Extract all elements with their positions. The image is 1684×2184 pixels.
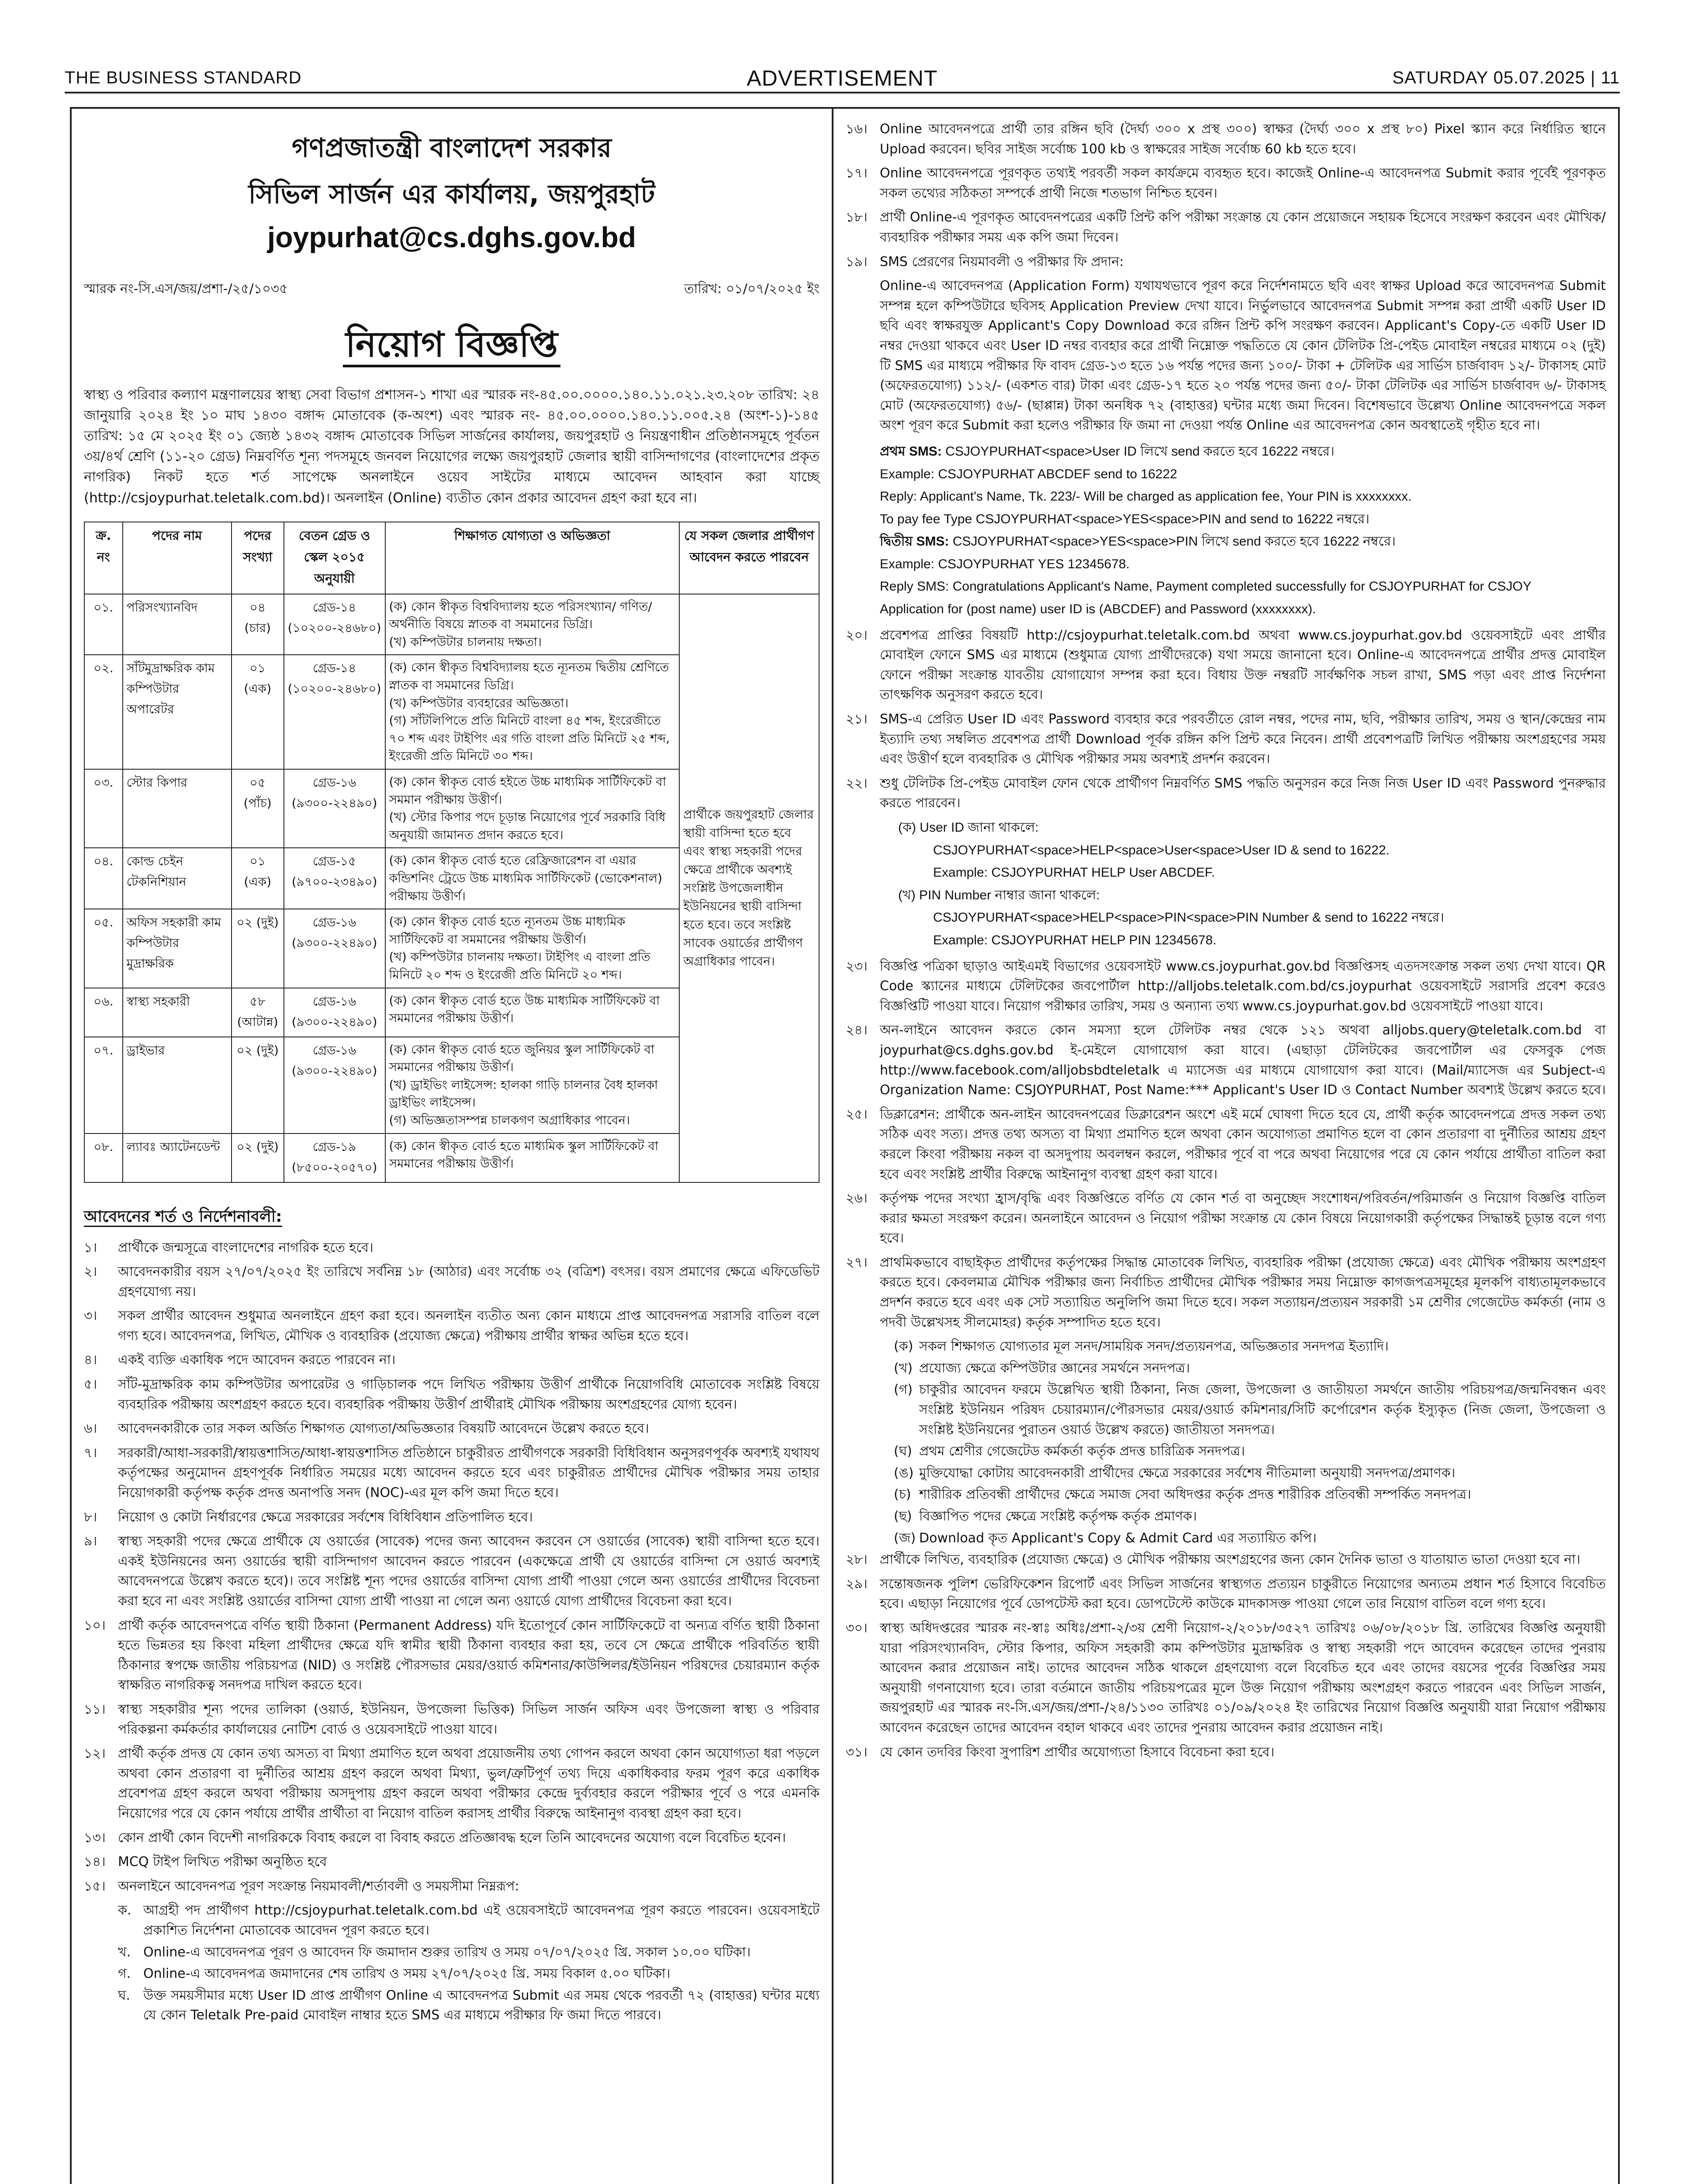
document-item-text: বিজ্ঞাপিত পদের ক্ষেত্রে সংশ্লিষ্ট কর্তৃপক্ষ কর্তৃক প্রমাণক।: [919, 1509, 1197, 1524]
condition-item-number: ১।: [84, 1240, 97, 1255]
rule-item-number: ২৩।: [846, 958, 868, 974]
rule-item-text: শুধু টেলিটক প্রি-পেইড মোবাইল ফোন থেকে প্রার্থীগণ নিম্নবর্ণিত SMS পদ্ধতি অনুসরন করে নিজ নিজ User ID এবং Password পুনরুদ্ধার করতে পারবেন।: [880, 775, 1606, 811]
online-rule-item: [118, 1901, 820, 1940]
intro-paragraph: স্বাস্থ্য ও পরিবার কল্যাণ মন্ত্রণালয়ের স্বাস্থ্য সেবা বিভাগ প্রশাসন-১ শাখা এর স্মারক নং-৪৫.০০.০০০০.১৪০.১১.০২১.২৩.২০৮ তারিখ: ২৪ জানুয়ারি ২০২৪ ইং ১০ মাঘ ১৪৩০ বঙ্গাব্দ মোতাবেক (ক-অংশ) এবং স্মারক নং- ৪৫.০০.০০০০.১৪০.১১.০০৫.২৪ (অংশ-১)-১৪৫ তারিখ: ১৫ মে ২০২৫ ইং ০১ জ্যেষ্ঠ ১৪৩২ বঙ্গাব্দ মোতাবেক সিভিল সার্জনের কার্যালয়, জয়পুরহাট ও নিয়ন্ত্রণাধীন প্রতিষ্ঠানসমূহে পূর্বতন ৩য়/৪র্থ শ্রেণি (১১-২০ গ্রেড) নিম্নবর্ণিত শূন্য পদসমূহে জনবল নিয়োগের লক্ষ্যে জয়পুরহাট জেলার স্থায়ী বাসিন্দাগণের (বাংলাদেশের প্রকৃত নাগরিক) নিকট হতে শর্ত সাপেক্ষে অনলাইনে ওয়েব সাইটের মাধ্যমে আবেদন আহবান করা যাচ্ছে (http://csjoypurhat.teletalk.com.bd)। অনলাইন (Online) ব্যতীত কোন প্রকার আবেদন গ্রহণ করা হবে না।: [84, 387, 820, 506]
condition-item-text: আবেদনকারীর বয়স ২৭/০৭/২০২৫ ইং তারিখে সর্বনিম্ন ১৮ (আঠার) এবং সর্বোচ্চ ৩২ (বত্রিশ) বৎসর। বয়স প্রমাণের ক্ষেত্রে এফিডেভিট গ্রহণযোগ্য নয়।: [118, 1264, 820, 1299]
document-item: [894, 1507, 1606, 1527]
rule-item: [846, 709, 1606, 769]
cell-name: ল্যাবঃ অ্যাটেনডেন্ট: [123, 1133, 232, 1182]
document-item-number: (চ): [894, 1487, 911, 1503]
cell-name: স্বাস্থ্য সহকারী: [123, 988, 232, 1037]
condition-item-text: নিয়োগ ও কোটা নির্ধারণের ক্ষেত্রে সরকারের সর্বশেষ বিধিবিধান প্রতিপালিত হবে।: [118, 1509, 533, 1525]
online-rule-item-number: গ.: [118, 1966, 131, 1982]
rule-item: [846, 1618, 1606, 1738]
cell-no: ০৭.: [84, 1037, 123, 1133]
office-email: joypurhat@cs.dghs.gov.bd: [267, 221, 636, 253]
cell-count: ০১ (এক): [232, 848, 284, 909]
left-column: [72, 109, 833, 2184]
govt-name: গণপ্রজাতন্ত্রী বাংলাদেশ সরকার: [292, 133, 612, 163]
condition-item-number: ১১।: [84, 1701, 106, 1717]
document-item: [894, 1337, 1606, 1357]
cell-name: সাঁটমুদ্রাক্ষরিক কাম কম্পিউটার অপারেটর: [123, 655, 232, 769]
rule-item: [846, 774, 1606, 813]
rule-item-text: Online আবেদনপত্রে পূরণকৃত তথ্যই পরবর্তী সকল কার্যক্রমে ব্যবহৃত হবে। কাজেই Online-এ আবেদনপত্র Submit করার পূর্বেই পূরণকৃত সকল তথ্যের সঠিকতা সম্পর্কে প্রার্থী নিজে শতভাগ নিশ্চিত হবেন।: [880, 166, 1606, 201]
rule-item-number: ২৪।: [846, 1023, 868, 1038]
newspaper-header: [65, 66, 1620, 93]
condition-item: [84, 1828, 820, 1848]
online-rule-item-text: উক্ত সময়সীমার মধ্যে User ID প্রাপ্ত প্রার্থীগণ Online এ আবেদনপত্র Submit এর সময় থেকে পরবর্তী ৭২ (বাহাত্তর) ঘন্টার মধ্যে যে কোন Teletalk Pre-paid মোবাইল নাম্বার হতে SMS এর মাধ্যমে পরীক্ষার ফি জমা দিতে পারবে।: [143, 1987, 820, 2023]
qualification-line: (ক) কোন স্বীকৃত বিশ্ববিদ্যালয় হতে পরিসংখ্যান/ গণিত/ অর্থনীতি বিষয়ে স্নাতক বা সমমানের ডিগ্রি।: [389, 599, 652, 632]
cell-qualification: [385, 594, 680, 655]
condition-item-number: ৮।: [84, 1509, 97, 1525]
sms-example-1: Example: CSJOYPURHAT ABCDEF send to 16222: [880, 467, 1177, 481]
qualification-line: (ক) কোন স্বীকৃত বিশ্ববিদ্যালয় হতে ন্যূনতম দ্বিতীয় শ্রেণিতে স্নাতক বা সমমানের ডিগ্রি।: [389, 660, 669, 693]
document-item: [894, 1485, 1606, 1505]
cell-no: ০১.: [84, 594, 123, 655]
cell-qualification: [385, 909, 680, 988]
rule-item: [846, 1253, 1606, 1332]
rule-item-text: প্রার্থী Online-এ পূরণকৃত আবেদনপত্রের একটি প্রিন্ট কপি পরীক্ষা সংক্রান্ত যে কোন প্রয়োজনে সহায়ক হিসেবে সংরক্ষণ করবেন এবং মৌখিক/ব্যবহারিক পরীক্ষার সময় এক কপি জমা দিবেন।: [880, 210, 1606, 245]
cell-name: স্টোর কিপার: [123, 769, 232, 848]
memo-line: [84, 278, 820, 304]
cell-grade: গ্রেড-১৬ (৯৩০০-২২৪৯০): [284, 1037, 385, 1133]
condition-item: [84, 1306, 820, 1346]
rule-item-text: প্রার্থীকে লিখিত, ব্যবহারিক (প্রযোজ্য ক্ষেত্রে) ও মৌখিক পরীক্ষায় অংশগ্রহণের জন্য কোন দৈনিক ভাতা ও যাতায়াত ভাতা দেওয়া হবে না।: [880, 1552, 1580, 1568]
cell-qualification: [385, 655, 680, 769]
recover-b-label: (খ) PIN Number নাম্বার জানা থাকলে:: [898, 888, 1100, 902]
condition-item: [84, 1238, 820, 1258]
rule-item-number: ২৭।: [846, 1254, 868, 1270]
condition-item-text: একই ব্যক্তি একাধিক পদে আবেদন করতে পারবেন না।: [118, 1352, 396, 1368]
condition-item-text: সরকারী/আধা-সরকারী/স্বায়ত্তশাসিত/আধা-স্বায়ত্তশাসিত প্রতিষ্ঠানে চাকুরীরত প্রার্থীগণকে সরকারী বিধিবিধান অনুসরণপূর্বক অবশ্যই যথাযথ কর্তৃপক্ষের অনুমোদন গ্রহণপূর্বক নির্ধারিত সময়ের মধ্যে আবেদন করতে হবে এবং চাকুরীরত প্রার্থীদের মৌখিক পরীক্ষার সময় তাহার নিয়োগকারী কর্তৃপক্ষ কর্তৃক প্রদত্ত অনাপত্তি সনদ (NOC)-এর মূল কপি জমা দিতে হবে।: [118, 1445, 820, 1501]
condition-item-number: ৪।: [84, 1352, 97, 1368]
condition-item-number: ৯।: [84, 1534, 97, 1549]
col-post-count: পদের সংখ্যা: [232, 522, 284, 594]
rule-item-text: অন-লাইনে আবেদন করতে কোন সমস্যা হলে টেলিটক নম্বর থেকে ১২১ অথবা alljobs.query@teletalk.com.bd বা joypurhat@cs.dghs.gov.bd ই-মেইলে যোগাযোগ করা যাবে। (এছাড়া টেলিটকের জবপোর্টাল এর ফেসবুক পেজ http://www.facebook.com/alljobsbdteletalk এ ম্যাসেজ এর মাধ্যমে যোগাযোগ করা যাবে। (Mail/ম্যাসেজ এর Subject-এ Organization Name: CSJOYPURHAT, Post Name:*** Applicant's User ID ও Contact Number অবশ্যই উল্লেখ করতে হবে।: [880, 1023, 1606, 1098]
rule-item-text: প্রবেশপত্র প্রাপ্তির বিষয়টি http://csjoypurhat.teletalk.com.bd অথবা www.cs.joypurhat.gov.bd ওয়েবসাইটে এবং প্রার্থীর মোবাইল ফোনে SMS এর মাধ্যমে (শুধুমাত্র যোগ্য প্রার্থীদেরকে) যথা সময়ে জানানো হবে। Online-এ আবেদনপত্রে প্রার্থীর প্রদত্ত মোবাইল ফোনে পরীক্ষা সংক্রান্ত যাবতীয় যোগাযোগ সম্পন্ন করা হবে। বিধায় উক্ত নম্বরটি সার্বক্ষণিক সচল রাখা, SMS পড়া এবং প্রাপ্ত নির্দেশনা তাৎক্ষণিক অনুসরণ করতে হবে।: [880, 627, 1606, 703]
condition-item-text: সাঁট-মুদ্রাক্ষরিক কাম কম্পিউটার অপারেটর ও গাড়িচালক পদে লিখিত পরীক্ষায় উত্তীর্ণ প্রার্থীকে নিয়োগবিধি মোতাবেক সংশ্লিষ্ট বিষয়ে ব্যবহারিক পরীক্ষায় অংশগ্রহণ করতে হবে। ব্যবহারিক পরীক্ষায় উত্তীর্ণ প্রার্থীরাই মৌখিক পরীক্ষায় অংশগ্রহণের যোগ্য হবেন।: [118, 1377, 820, 1412]
condition-item-text: কোন প্রার্থী কোন বিদেশী নাগরিককে বিবাহ করলে বা বিবাহ করতে প্রতিজ্ঞাবদ্ধ হলে তিনি আবেদনের অযোগ্য বলে বিবেচিত হবেন।: [118, 1830, 786, 1845]
cell-no: ০৫.: [84, 909, 123, 988]
rules-list-d: [846, 1550, 1606, 1762]
sms-reply-2: Reply SMS: Congratulations Applicant's Name, Payment completed successfully for CSJOYPURHAT for CSJOY: [880, 579, 1532, 594]
rule-item: [846, 119, 1606, 159]
rule-item: [846, 1020, 1606, 1100]
condition-item: [84, 1375, 820, 1414]
memo-date: তারিখ: ০১/০৭/২০২৫ ইং: [684, 281, 820, 297]
condition-item: [84, 1262, 820, 1302]
document-item: [894, 1528, 1606, 1548]
document-item-number: (ঙ): [894, 1465, 914, 1481]
col-eligible-districts: যে সকল জেলার প্রার্থীগণ আবেদন করতে পারবেন: [679, 522, 819, 594]
document-item-text: চাকুরীর আবেদন ফরমে উল্লেখিত স্থায়ী ঠিকানা, নিজ জেলা, উপজেলা ও জাতীয়তা সমর্থনে জাতীয় পরিচয়পত্র/জন্মনিবন্ধন এবং সংশ্লিষ্ট ইউনিয়ন পরিষদ চেয়ারম্যান/পৌরসভার মেয়র/ওয়ার্ড কমিশনার/সিটি কর্পোরেশন কর্তৃক ইস্যুকৃত (নিজ জেলা, উপজেলা ও সংশ্লিষ্ট ইউনিয়নের পুরাতন ওয়ার্ড উল্লেখ করতে) জাতীয়তা সনদপত্র।: [919, 1382, 1606, 1438]
document-item: [894, 1358, 1606, 1379]
rule-item-number: ২৯।: [846, 1576, 868, 1592]
cell-qualification: [385, 1133, 680, 1182]
cell-grade: গ্রেড-১৬ (৯৩০০-২২৪৯০): [284, 909, 385, 988]
cell-name: ড্রাইভার: [123, 1037, 232, 1133]
cell-no: ০২.: [84, 655, 123, 769]
qualification-line: (খ) কম্পিউটার ব্যবহারের অভিজ্ঞতা।: [389, 695, 569, 710]
cell-count: ০২ (দুই): [232, 1133, 284, 1182]
rule-item-number: ১৭।: [846, 166, 868, 181]
rule-item: [846, 1742, 1606, 1762]
document-item-number: (গ): [894, 1382, 913, 1398]
rule-item-number: ১৮।: [846, 210, 868, 225]
sms-pay: To pay fee Type CSJOYPURHAT<space>YES<space>PIN and send to 16222 নম্বরে।: [880, 511, 1370, 526]
condition-item-number: ১২।: [84, 1746, 106, 1762]
first-sms: প্রথম SMS: CSJOYPURHAT<space>User ID লিখে send করতে হবে 16222 নম্বরে।: [880, 444, 1335, 459]
rule-item-text: Online আবেদনপত্রে প্রার্থী তার রঙ্গিন ছবি (দৈর্ঘ্য ৩০০ x প্রস্থ ৩০০) স্বাক্ষর (দৈর্ঘ্য ৩০০ x প্রস্থ ৮০) Pixel স্ক্যান করে নির্ধারিত স্থানে Upload করবেন। ছবির সাইজ সর্বোচ্চ 100 kb ও স্বাক্ষরের সাইজ সর্বোচ্চ 60 kb হতে হবে।: [880, 121, 1606, 157]
condition-item-text: প্রার্থী কর্তৃক আবেদনপত্রে বর্ণিত স্থায়ী ঠিকানা (Permanent Address) যদি ইতোপূর্বে কোন সার্টিফিকেটে বা অন্যত্র বর্ণিত স্থায়ী ঠিকানা হতে ভিন্নতর হয় কিংবা মহিলা প্রার্থীদের ক্ষেত্রে যদি স্বামীর স্থায়ী ঠিকানা ব্যবহার করা হয়, তবে সে ক্ষেত্রে প্রার্থীকে পরিবর্তিত স্থায়ী ঠিকানার স্বপক্ষে জাতীয় পরিচয়পত্র (NID) ও সংশ্লিষ্ট পৌরসভার মেয়র/ওয়ার্ড কমিশনার/কাউন্সিলর/ইউনিয়ন পরিষদের চেয়ারম্যান কর্তৃক স্বাক্ষরিত নাগরিকত্ব সনদপত্র দাখিল করতে হবে।: [118, 1617, 820, 1693]
document-item-text: প্রথম শ্রেণীর গেজেটেড কর্মকর্তা কর্তৃক প্রদত্ত চারিত্রিক সনদপত্র।: [919, 1444, 1245, 1459]
recover-b-1: CSJOYPURHAT<space>HELP<space>PIN<space>PIN Number & send to 16222 নম্বরে।: [933, 910, 1444, 925]
rule-item: [846, 1105, 1606, 1184]
sms-reply-1: Reply: Applicant's Name, Tk. 223/- Will be charged as application fee, Your PIN is xxxxxxxx.: [880, 489, 1412, 504]
condition-item-number: ৬।: [84, 1421, 97, 1437]
rule-item-text: কর্তৃপক্ষ পদের সংখ্যা হ্রাস/বৃদ্ধি এবং বিজ্ঞপ্তিতে বর্ণিত যে কোন শর্ত বা অনুচ্ছেদ সংশোধন/পরিবর্তন/পরিমার্জন ও নিয়োগ বিজ্ঞপ্তি বাতিল করার ক্ষমতা সংরক্ষণ করেন। অনলাইনে আবেদন ও নিয়োগ পরীক্ষা সংক্রান্ত যে কোন বিষয়ে নিয়োগকারী কর্তৃপক্ষের সিদ্ধান্তই চূড়ান্ত বলে গণ্য হবে।: [880, 1191, 1606, 1246]
document-item-number: (জ): [894, 1530, 916, 1546]
rule-item-number: ১৬।: [846, 121, 868, 137]
condition-item: [84, 1350, 820, 1370]
newspaper-name: THE BUSINESS STANDARD: [65, 68, 302, 87]
rule-item: [846, 1550, 1606, 1570]
document-item: [894, 1441, 1606, 1462]
rules-list-b: [846, 625, 1606, 813]
rule-item-number: ২৫।: [846, 1106, 868, 1122]
recover-a-2: Example: CSJOYPURHAT HELP User ABCDEF.: [933, 865, 1215, 880]
condition-item-number: ৫।: [84, 1377, 97, 1393]
rule-item-number: ২০।: [846, 627, 868, 643]
qualification-line: (ক) কোন স্বীকৃত বোর্ড হতে ন্যূনতম উচ্চ মাধ্যমিক সার্টিফিকেট বা সমমানের পরীক্ষায় উত্তীর্ণ।: [389, 914, 626, 947]
condition-item-text: অনলাইনে আবেদনপত্র পূরণ সংক্রান্ত নিয়মাবলী/শর্তাবলী ও সময়সীমা নিম্নরূপ:: [118, 1878, 519, 1894]
condition-item-number: ১০।: [84, 1617, 106, 1633]
qualification-line: (খ) ড্রাইভিং লাইসেন্স: হালকা গাড়ি চালনার বৈধ হালকা ড্রাইভিং লাইসেন্স।: [389, 1077, 658, 1110]
recover-a-1: CSJOYPURHAT<space>HELP<space>User<space>User ID & send to 16222.: [933, 843, 1390, 857]
documents-list: [894, 1337, 1606, 1548]
cell-qualification: [385, 988, 680, 1037]
condition-item-number: ৩।: [84, 1308, 97, 1324]
document-item-number: (ক): [894, 1339, 913, 1355]
posts-table: [84, 522, 820, 1183]
condition-item-number: ১৩।: [84, 1830, 106, 1845]
rule-item-text: স্বাস্থ্য অধিদপ্তরের স্মারক নং-স্বাঃ অধিঃ/প্রশা-২/৩য় শ্রেণী নিয়োগ-২/২০১৮/৩৫২৭ তারিখঃ ০৬/০৮/২০১৮ খ্রি. তারিখের বিজ্ঞপ্তি অনুযায়ী যারা পরিসংখ্যানবিদ, স্টোর কিপার, অফিস সহকারী কাম কম্পিউটার মুদ্রাক্ষরিক ও স্বাস্থ্য সহকারী পদে আবেদন করেছেন তাদের পুনরায় আবেদন করার প্রয়োজন নাই। তাদের আবেদন সঠিক থাকলে গ্রহণযোগ্য বলে বিবেচিত হবে এবং তাদের বয়সের পূর্বের বিজ্ঞপ্তির সময় অনুযায়ী গণনাযোগ্য হবে। তারা বর্তমানে জাতীয় পরিচয়পত্রের মূলে উক্ত নিয়োগ পরীক্ষায় অংশগ্রহণ করতে পারবেন এবং সিভিল সার্জন, জয়পুরহাট এর স্মারক নং-সি.এস/জয়/প্রশা-/২৪/১১৩০ তারিখঃ ০১/০৯/২০২৪ ইং তারিখের নিয়োগ বিজ্ঞপ্তি অনুযায়ী যারা নিয়োগ পরীক্ষায় আবেদন করেছেন তাদের আবেদন বহাল থাকবে এবং তাদের পুনরায় আবেদন করার প্রয়োজন নাই।: [880, 1620, 1606, 1735]
cell-no: ০৮.: [84, 1133, 123, 1182]
condition-item-number: ৭।: [84, 1445, 97, 1461]
rule-item-number: ২২।: [846, 775, 868, 791]
rule-item: [846, 1574, 1606, 1614]
rule-item-number: ১৯।: [846, 254, 868, 270]
qualification-line: (ক) কোন স্বীকৃত বোর্ড হতে জুনিয়র স্কুল সার্টিফিকেট বা সমমানের পরীক্ষায় উত্তীর্ণ।: [389, 1042, 655, 1075]
table-row: [84, 594, 819, 655]
col-serial: ক্র. নং: [84, 522, 123, 594]
condition-item-number: ১৪।: [84, 1854, 106, 1870]
condition-item-text: প্রার্থীকে জন্মসূত্রে বাংলাদেশের নাগরিক হতে হবে।: [118, 1240, 373, 1255]
cell-qualification: [385, 769, 680, 848]
col-qualification: শিক্ষাগত যোগ্যতা ও অভিজ্ঞতা: [385, 522, 680, 594]
condition-item-number: ২।: [84, 1264, 97, 1280]
rule-item: [846, 163, 1606, 203]
rule-item-number: ৩০।: [846, 1620, 868, 1636]
table-header-row: [84, 522, 819, 594]
qualification-line: (ক) কোন স্বীকৃত বোর্ড হতে রেফ্রিজারেশন বা এয়ার কন্ডিশনিং ট্রেডে উচ্চ মাধ্যমিক সার্টিফিকেট (ভোকেশনাল) পরীক্ষায় উত্তীর্ণ।: [389, 853, 663, 903]
cell-grade: গ্রেড-১৫ (৯৭০০-২৩৪৯০): [284, 848, 385, 909]
cell-grade: গ্রেড-১৯ (৮৫০০-২০৫৭০): [284, 1133, 385, 1182]
online-rules-list: [118, 1901, 820, 2025]
recover-b-2: Example: CSJOYPURHAT HELP PIN 12345678.: [933, 933, 1217, 947]
second-sms: দ্বিতীয় SMS: CSJOYPURHAT<space>YES<space>PIN লিখে send করতে হবে 16222 নম্বরে।: [880, 534, 1396, 549]
document-item-text: শারীরিক প্রতিবন্ধী প্রার্থীদের ক্ষেত্রে সমাজ সেবা অধিদপ্তর কর্তৃক প্রদত্ত শারীরিক প্রতিবন্ধী সম্পর্কিত সনদপত্র।: [919, 1487, 1471, 1503]
online-rule-item-number: ঘ.: [118, 1987, 131, 2003]
document-item-text: Download কৃত Applicant's Copy & Admit Card এর সত্যায়িত কপি।: [919, 1530, 1317, 1546]
condition-item: [84, 1419, 820, 1439]
condition-item: [84, 1443, 820, 1503]
cell-no: ০৪.: [84, 848, 123, 909]
cell-name: পরিসংখ্যানবিদ: [123, 594, 232, 655]
condition-item-text: MCQ টাইপ লিখিত পরীক্ষা অনুষ্ঠিত হবে: [118, 1854, 327, 1870]
sms-example-2: Example: CSJOYPURHAT YES 12345678.: [880, 556, 1130, 571]
cell-no: ০৩.: [84, 769, 123, 848]
rule-item: [846, 625, 1606, 705]
condition-item: [84, 1852, 820, 1872]
document-item: [894, 1380, 1606, 1440]
rule-item-number: ২৬।: [846, 1191, 868, 1206]
sms-paragraph: Online-এ আবেদনপত্র (Application Form) যথাযথভাবে পূরণ করে নির্দেশনামতে ছবি এবং স্বাক্ষর Upload করে আবেদনপত্র Submit সম্পন্ন হলে কম্পিউটারে ছবিসহ Application Preview দেখা যাবে। নির্ভুলভাবে আবেদনপত্র Submit সম্পন্ন করা প্রার্থী একটি User ID ছবি এবং স্বাক্ষরযুক্ত Applicant's Copy Download করে রঙ্গিন প্রিন্ট কপি সংরক্ষণ করবেন। Applicant's Copy-তে একটি User ID নম্বর দেওয়া থাকবে এবং User ID নম্বর ব্যবহার করে প্রার্থী নিম্নোক্ত পদ্ধতিতে যে কোন টেলিটক প্রি-পেইড মোবাইল নম্বরের মাধ্যমে ০২ (দুই) টি SMS এর মাধ্যমে পরীক্ষার ফি বাবদ গ্রেড-১৩ হতে ১৬ পর্যন্ত পদের জন্য ১০০/- টাকা + টেলিটক এর সার্ভিস চার্জবাবদ ১২/- টাকাসহ মোট (অফেরতযোগ্য) ১১২/- (একশত বার) টাকা এবং গ্রেড-১৭ হতে ২০ পর্যন্ত পদের জন্য ৫০/- টাকা টেলিটক এর সার্ভিস চার্জবাবদ ৬/- টাকাসহ মোট (অফেরতযোগ্য) ৫৬/- (ছাপ্পান্ন) টাকা অনধিক ৭২ (বাহাত্তর) ঘন্টার মধ্যে জমা দিবেন। বিশেষভাবে উল্লেখ্য Online আবেদনপত্রে সকল অংশ পূরণ করে Submit করা হলেও পরীক্ষার ফি জমা না দেওয়া পর্যন্ত Online এর আবেদনপত্র কোন অবস্থাতেই গৃহীত হবে না।: [880, 278, 1606, 433]
notice-title: নিয়োগ বিজ্ঞপ্তি: [84, 318, 820, 376]
online-rule-item: [118, 1964, 820, 1984]
rule-item: [846, 207, 1606, 247]
rule-item-text: প্রাথমিকভাবে বাছাইকৃত প্রার্থীদের কর্তৃপক্ষের সিদ্ধান্ত মোতাবেক লিখিত, ব্যবহারিক পরীক্ষা (প্রযোজ্য ক্ষেত্রে) এবং মৌখিক পরীক্ষায় অংশগ্রহণ করতে হবে। কেবলমাত্র মৌখিক পরীক্ষার জন্য নির্বাচিত প্রার্থীদের মৌখিক পরীক্ষার সময় নিম্নোক্ত কাগজপত্রসমূহের মূলকপি বাধ্যতামূলকভাবে প্রদর্শন করতে হবে এবং এক সেট সত্যায়িত অনুলিপি জমা দিতে হবে। সকল সত্যায়ন/প্রত্যয়ন সরকারী ১ম শ্রেণীর গেজেটেড কর্মকর্তা (নাম ও পদবী উল্লেখসহ সীলমোহর) কর্তৃক সম্পাদিত হতে হবে।: [880, 1254, 1606, 1330]
rule-item-text: যে কোন তদবির কিংবা সুপারিশ প্রার্থীর অযোগ্যতা হিসাবে বিবেচনা করা হবে।: [880, 1744, 1275, 1760]
organization-block: [84, 128, 820, 254]
rule-item-number: ২৮।: [846, 1552, 868, 1568]
document-item-number: (ঘ): [894, 1444, 912, 1459]
cell-count: ০২ (দুই): [232, 909, 284, 988]
right-column: [833, 109, 1618, 2184]
condition-item: [84, 1531, 820, 1611]
cell-name: কোল্ড চেইন টেকনিশিয়ান: [123, 848, 232, 909]
cell-count: ০২ (দুই): [232, 1037, 284, 1133]
cell-qualification: [385, 1037, 680, 1133]
qualification-line: (গ) সাঁটলিপিতে প্রতি মিনিটে বাংলা ৪৫ শব্দ, ইংরেজীতে ৭০ শব্দ এবং টাইপিং এর গতি বাংলা প্রতি মিনিটে ২৫ শব্দ, ইংরেজী প্রতি মিনিটে ৩০ শব্দ।: [389, 713, 670, 764]
cell-grade: গ্রেড-১৪ (১০২০০-২৪৬৮০): [284, 594, 385, 655]
condition-item: [84, 1744, 820, 1823]
condition-item: [84, 1876, 820, 1897]
qualification-line: (খ) স্টোর কিপার পদে চূড়ান্ত নিয়োগের পূর্বে সরকারি বিধি অনুযায়ী জামানত প্রদান করতে হবে।: [389, 810, 666, 842]
condition-item-text: স্বাস্থ্য সহকারী পদের ক্ষেত্রে প্রার্থীকে যে ওয়ার্ডের (সাবেক) পদের জন্য আবেদন করবেন সে ওয়ার্ডের (সাবেক) স্থায়ী বাসিন্দা হতে হবে। একই ইউনিয়নের অন্য ওয়ার্ডের স্থায়ী বাসিন্দাগণ আবেদন করতে পারবেন (একক্ষেত্রে প্রার্থী যে ওয়ার্ডের বাসিন্দা সে ওয়ার্ড অবশ্যই আবেদনপত্রে উল্লেখ করতে হবে)। তবে সংশ্লিষ্ট শূন্য পদের ওয়ার্ডের বাসিন্দা যোগ্য প্রার্থী পাওয়া গেলে অন্য ওয়ার্ডের প্রার্থীদের বিবেচনা করা হবে না এবং সংশ্লিষ্ট ওয়ার্ডের বাসিন্দা যোগ্য প্রার্থী পাওয়া না গেলে অন্য ওয়ার্ডে যোগ্য প্রার্থীদের বিবেচনা করা হবে।: [118, 1534, 820, 1609]
rule-item: [846, 957, 1606, 1016]
rule-item-number: ৩১।: [846, 1744, 868, 1760]
rules-list-c: [846, 957, 1606, 1333]
online-rule-item-text: Online-এ আবেদনপত্র জমাদানের শেষ তারিখ ও সময় ২৭/০৭/২০২৫ খ্রি. সময় বিকাল ৫.০০ ঘটিকা।: [143, 1966, 671, 1982]
col-post-name: পদের নাম: [123, 522, 232, 594]
rule-item-text: সন্তোষজনক পুলিশ ভেরিফিকেশন রিপোর্ট এবং সিভিল সার্জনের স্বাস্থ্যগত প্রত্যয়ন চাকুরীতে নিয়োগের অন্যতম প্রধান শর্ত হিসাবে বিবেচিত হবে। এছাড়া নিয়োগের পূর্বে ডোপটেস্ট করা হবে। ডোপটেস্টে কাউকে মাদকাসক্ত পাওয়া গেলে তার নিয়োগ বাতিল বলে গণ্য হবে।: [880, 1576, 1606, 1612]
online-rule-item-text: Online-এ আবেদনপত্র পূরণ ও আবেদন ফি জমাদান শুরুর তারিখ ও সময় ০৭/০৭/২০২৫ খ্রি. সকাল ১০.০০ ঘটিকা।: [143, 1944, 751, 1960]
section-label: ADVERTISEMENT: [747, 66, 938, 90]
cell-count: ০১ (এক): [232, 655, 284, 769]
cell-count: ৫৮ (আটান্ন): [232, 988, 284, 1037]
cell-grade: গ্রেড-১৪ (১০২০০-২৪৬৮০): [284, 655, 385, 769]
cell-eligible-districts: প্রার্থীকে জয়পুরহাট জেলার স্থায়ী বাসিন্দা হতে হবে এবং স্বাস্থ্য সহকারী পদের ক্ষেত্রে প্রার্থীকে অবশ্যই সংশ্লিষ্ট উপজেলাধীন ইউনিয়নের স্থায়ী বাসিন্দা হতে হবে। তবে সংশ্লিষ্ট সাবেক ওয়ার্ডের প্রার্থীগণ অগ্রাধিকার পাবেন।: [679, 594, 819, 1182]
document-item-text: মুক্তিযোদ্ধা কোটায় আবেদনকারী প্রার্থীদের ক্ষেত্রে সরকারের সর্বশেষ নীতিমালা অনুযায়ী সনদপত্র/প্রমাণক।: [919, 1465, 1456, 1481]
online-rule-item: [118, 1986, 820, 2025]
cell-grade: গ্রেড-১৬ (৯৩০০-২২৪৯০): [284, 988, 385, 1037]
document-item-number: (খ): [894, 1360, 913, 1376]
cell-grade: গ্রেড-১৬ (৯৩০০-২২৪৯০): [284, 769, 385, 848]
advertisement-frame: [70, 107, 1620, 2184]
issue-date-page: SATURDAY 05.07.2025 | 11: [1392, 68, 1620, 87]
qualification-line: (খ) কম্পিউটার চালনায় দক্ষতা। টাইপিং এ বাংলা প্রতি মিনিটে ২০ শব্দ ও ইংরেজী প্রতি মিনিটে ২০ শব্দ।: [389, 950, 650, 982]
rule-item-text: ডিক্লারেশন: প্রার্থীকে অন-লাইন আবেদনপত্রের ডিক্লারেশন অংশে এই মর্মে ঘোষণা দিতে হবে যে, প্রার্থী কর্তৃক আবেদনপত্রে প্রদত্ত সকল তথ্য সঠিক এবং সত্য। প্রদত্ত তথ্য অসত্য বা মিথ্যা প্রমাণিত হলে অথবা কোন অযোগ্যতা প্রমাণিত হলে বা কোন প্রতারণা বা দুর্নীতির আশ্রয় গ্রহণ করলে কিংবা পরীক্ষায় নকল বা অসদুপায় অবলম্বন করলে, পরীক্ষার পূর্বে বা পরে অথবা নিয়োগের পরে যে কোন পর্যায়ে প্রার্থীতা বাতিল করা হবে এবং সংশ্লিষ্ট প্রার্থীর বিরুদ্ধে আইনানুগ ব্যবস্থা গ্রহণ করা যাবে।: [880, 1106, 1606, 1182]
rule-item-text: SMS-এ প্রেরিত User ID এবং Password ব্যবহার করে পরবর্তীতে রোল নম্বর, পদের নাম, ছবি, পরীক্ষার তারিখ, সময় ও স্থান/কেন্দ্রের নাম ইত্যাদি তথ্য সম্বলিত প্রবেশপত্র প্রার্থী Download পূর্বক রঙ্গিন কপি প্রিন্ট করে নিবেন। প্রার্থী প্রবেশপত্রটি লিখিত পরীক্ষায় অংশগ্রহণের সময় এবং উত্তীর্ণ হলে ব্যবহারিক ও মৌখিক পরীক্ষার সময় অবশ্যই প্রদর্শন করবেন।: [880, 712, 1606, 767]
qualification-line: (ক) কোন স্বীকৃত বোর্ড হতে উচ্চ মাধ্যমিক সার্টিফিকেট বা সমমানের পরীক্ষায় উত্তীর্ণ।: [389, 993, 660, 1026]
rule-item-text: SMS প্রেরণের নিয়মাবলী ও পরীক্ষার ফি প্রদান:: [880, 254, 1124, 270]
rule-item-text: বিজ্ঞপ্তি পত্রিকা ছাড়াও আইএমই বিভাগের ওয়েবসাইট www.cs.joypurhat.gov.bd বিজ্ঞপ্তিসহ এতদসংক্রান্ত সকল তথ্য দেখা যাবে। QR Code স্ক্যানের মাধ্যমে টেলিটকের জবপোর্টাল http://alljobs.teletalk.com.bd/cs.joypurhat ওয়েবসাইটে সরাসরি প্রবেশ করেও বিজ্ঞপ্তিটি পাওয়া যাবে। নিয়োগ পরীক্ষার তারিখ, সময় ও অন্যান্য তথ্য www.cs.joypurhat.gov.bd ওয়েবসাইটে পাওয়া যাবে।: [880, 958, 1606, 1014]
conditions-title: আবেদনের শর্ত ও নির্দেশনাবলী:: [84, 1205, 820, 1231]
condition-item-number: ১৫।: [84, 1878, 106, 1894]
sms-app: Application for (post name) user ID is (ABCDEF) and Password (xxxxxxxx).: [880, 602, 1316, 617]
document-item: [894, 1463, 1606, 1483]
condition-item-text: আবেদনকারীকে তার সকল অর্জিত শিক্ষাগত যোগ্যতা/অভিজ্ঞতার বিষয়টি আবেদনে উল্লেখ করতে হবে।: [118, 1421, 649, 1437]
rules-list-a: [846, 119, 1606, 272]
document-item-text: সকল শিক্ষাগত যোগ্যতার মূল সনদ/সাময়িক সনদ/প্রত্যয়নপত্র, অভিজ্ঞতার সনদপত্র ইত্যাদি।: [919, 1339, 1389, 1355]
rule-item: [846, 1189, 1606, 1248]
cell-name: অফিস সহকারী কাম কম্পিউটার মুদ্রাক্ষরিক: [123, 909, 232, 988]
rule-item-number: ২১।: [846, 712, 868, 727]
online-rule-item-text: আগ্রহী পদ প্রার্থীগণ http://csjoypurhat.teletalk.com.bd এই ওয়েবসাইটে আবেদনপত্র পূরণ করতে পারবেন। ওয়েবসাইটে প্রকাশিত নির্দেশনা মোতাবেক আবেদন পূরণ করতে হবে।: [143, 1903, 820, 1938]
document-item-text: প্রযোজ্য ক্ষেত্রে কম্পিউটার জ্ঞানের সমর্থনে সনদপত্র।: [919, 1360, 1190, 1376]
rule-item: [846, 252, 1606, 272]
cell-no: ০৬.: [84, 988, 123, 1037]
condition-item: [84, 1700, 820, 1739]
qualification-line: (খ) কম্পিউটার চালনায় দক্ষতা।: [389, 634, 542, 649]
qualification-line: (ক) কোন স্বীকৃত বোর্ড হইতে উচ্চ মাধ্যমিক সার্টিফিকেট বা সমমান পরীক্ষায় উত্তীর্ণ।: [389, 774, 666, 807]
document-item-number: (ছ): [894, 1509, 912, 1524]
qualification-line: (ক) কোন স্বীকৃত বোর্ড হতে মাধ্যমিক স্কুল সার্টিফিকেট বা সমমানের পরীক্ষায় উত্তীর্ণ।: [389, 1138, 659, 1171]
online-rule-item-number: ক.: [118, 1903, 131, 1918]
condition-item-text: সকল প্রার্থীর আবেদন শুধুমাত্র অনলাইনে গ্রহণ করা হবে। অনলাইন ব্যতীত অন্য কোন মাধ্যমে প্রাপ্ত আবেদনপত্র সরাসরি বাতিল বলে গণ্য হবে। আবেদনপত্র, লিখিত, মৌখিক ও ব্যবহারিক (প্রযোজ্য ক্ষেত্রে) পরীক্ষায় প্রার্থীর স্বাক্ষর অভিন্ন হতে হবে।: [118, 1308, 820, 1344]
qualification-line: (গ) অভিজ্ঞতাসম্পন্ন চালকগণ অগ্রাধিকার পাবেন।: [389, 1113, 630, 1127]
cell-qualification: [385, 848, 680, 909]
condition-item-text: প্রার্থী কর্তৃক প্রদত্ত যে কোন তথ্য অসত্য বা মিথ্যা প্রমাণিত হলে অথবা প্রয়োজনীয় তথ্য গোপন করলে অথবা কোন অযোগ্যতা ধরা পড়লে অথবা কোন প্রতারণা বা দুর্নীতির আশ্রয় গ্রহণ করলে অথবা মিথ্যা, ভুল/ত্রুটিপূর্ণ তথ্য দিয়ে একাধিকবার ফরম পূরণ করে একাধিক প্রবেশপত্র গ্রহণ করলে অথবা পরীক্ষায় অসদুপায় গ্রহণ করলে অথবা পরীক্ষার কেন্দ্রে দুর্ব্যবহার করলে পরীক্ষার পূর্বে ও পরে এমনকি নিয়োগের পরে যে কোন পর্যায়ে প্রার্থীর প্রার্থীতা বা নিয়োগ বাতিল করাসহ প্রার্থীর বিরুদ্ধে আইনানুগ ব্যবস্থা গ্রহণ করা হবে।: [118, 1746, 820, 1821]
condition-item: [84, 1507, 820, 1527]
recover-a-label: (ক) User ID জানা থাকলে:: [898, 820, 1039, 835]
condition-item: [84, 1616, 820, 1695]
memo-ref: স্মারক নং-সি.এস/জয়/প্রশা-/২৫/১০৩৫: [84, 281, 288, 297]
office-name: সিভিল সার্জন এর কার্যালয়, জয়পুরহাট: [248, 179, 655, 210]
cell-count: ০৪ (চার): [232, 594, 284, 655]
col-grade: বেতন গ্রেড ও স্কেল ২০১৫ অনুযায়ী: [284, 522, 385, 594]
condition-item-text: স্বাস্থ্য সহকারীর শূন্য পদের তালিকা (ওয়ার্ড, ইউনিয়ন, উপজেলা ভিত্তিক) সিভিল সার্জন অফিস এবং উপজেলা স্বাস্থ্য ও পরিবার পরিকল্পনা কর্মকর্তার কার্যালয়ের নোটিশ বোর্ড ও ওয়েবসাইটে পাওয়া যাবে।: [118, 1701, 820, 1737]
online-rule-item-number: খ.: [118, 1944, 131, 1960]
cell-count: ০৫ (পাঁচ): [232, 769, 284, 848]
conditions-list: [84, 1238, 820, 1897]
online-rule-item: [118, 1942, 820, 1963]
